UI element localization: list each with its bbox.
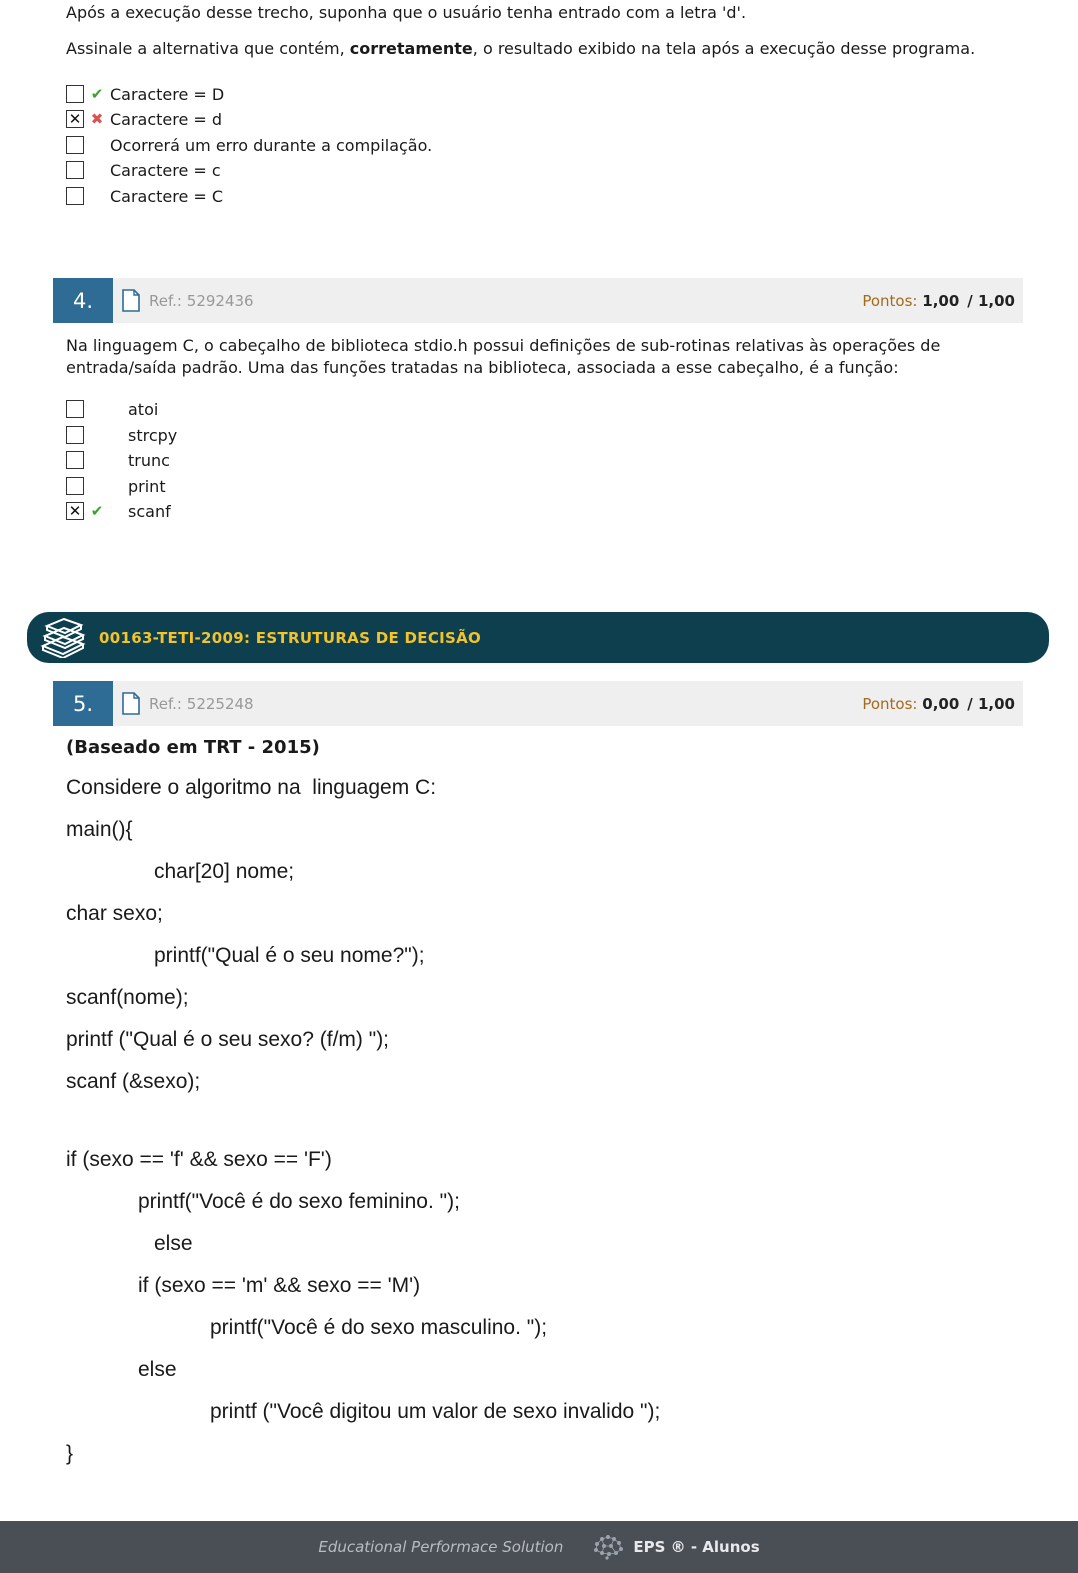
- checkbox[interactable]: [66, 136, 84, 154]
- checkbox[interactable]: [66, 426, 84, 444]
- points-total-value: / 1,00: [967, 291, 1015, 310]
- option-label: Ocorrerá um erro durante a compilação.: [110, 135, 433, 155]
- question-number: 5.: [53, 681, 113, 726]
- q4-option-5[interactable]: [66, 500, 171, 522]
- code-line: printf ("Você digitou um valor de sexo invalido ");: [210, 1400, 661, 1423]
- option-label: scanf: [128, 501, 171, 521]
- prompt-emphasis: corretamente: [349, 39, 473, 58]
- checkbox[interactable]: [66, 85, 84, 103]
- code-line: else: [154, 1232, 193, 1255]
- q4-option-1[interactable]: [66, 398, 158, 420]
- question-3-prompt: [66, 39, 975, 58]
- code-line: main(){: [66, 818, 133, 841]
- checkbox[interactable]: [66, 161, 84, 179]
- question-3-intro: Após a execução desse trecho, suponha que o usuário tenha entrado com a letra 'd'.: [66, 3, 747, 22]
- question-number: 4.: [53, 278, 113, 323]
- prompt-text: Assinale a alternativa que contém,: [66, 39, 350, 58]
- code-line: }: [66, 1442, 74, 1465]
- code-line: printf ("Qual é o seu sexo? (f/m) ");: [66, 1028, 390, 1051]
- document-icon[interactable]: [121, 289, 141, 312]
- points-score: [862, 292, 1015, 310]
- option-label: Caractere = d: [110, 109, 223, 129]
- option-label: atoi: [128, 399, 159, 419]
- checkbox-checked[interactable]: ✕: [66, 502, 84, 520]
- checkbox-checked[interactable]: ✕: [66, 110, 84, 128]
- footer-slogan: Educational Performace Solution: [318, 1538, 564, 1556]
- q3-option-1[interactable]: [66, 83, 224, 105]
- q3-option-5[interactable]: [66, 185, 223, 207]
- brain-logo-icon: [589, 1532, 627, 1562]
- ref-label: Ref.:: [149, 291, 182, 310]
- books-icon: [39, 618, 87, 658]
- points-total: [967, 292, 1015, 310]
- points-total-value: / 1,00: [967, 694, 1015, 713]
- section-banner: [27, 612, 1049, 663]
- code-line: scanf (&sexo);: [66, 1070, 201, 1093]
- q3-option-4[interactable]: [66, 159, 221, 181]
- checkbox[interactable]: [66, 477, 84, 495]
- points-total: [967, 695, 1015, 713]
- points-earned: 0,00: [922, 694, 960, 713]
- option-label: strcpy: [128, 425, 178, 445]
- code-line: char sexo;: [66, 902, 163, 925]
- ref-label: Ref.:: [149, 694, 182, 713]
- points-earned: 1,00: [922, 291, 960, 310]
- q3-option-2[interactable]: [66, 108, 222, 130]
- question-4-header: [53, 278, 1023, 323]
- points-score: [862, 695, 1015, 713]
- checkbox[interactable]: [66, 187, 84, 205]
- wrong-x-icon: ✖: [90, 110, 104, 128]
- q4-option-2[interactable]: [66, 424, 177, 446]
- code-line: else: [138, 1358, 177, 1381]
- points-label: Pontos:: [862, 694, 918, 713]
- checkbox[interactable]: [66, 400, 84, 418]
- code-line: scanf(nome);: [66, 986, 189, 1009]
- question-5-header: [53, 681, 1023, 726]
- points-label: Pontos:: [862, 291, 918, 310]
- code-line: printf("Você é do sexo masculino. ");: [210, 1316, 548, 1339]
- code-line: if (sexo == 'm' && sexo == 'M'): [138, 1274, 421, 1297]
- code-line: printf("Qual é o seu nome?");: [154, 944, 425, 967]
- reference-code: [149, 292, 254, 310]
- checkbox[interactable]: [66, 451, 84, 469]
- document-icon[interactable]: [121, 692, 141, 715]
- q3-option-3[interactable]: [66, 134, 432, 156]
- code-line: printf("Você é do sexo feminino. ");: [138, 1190, 460, 1213]
- code-line: Considere o algoritmo na linguagem C:: [66, 776, 437, 799]
- q4-option-3[interactable]: [66, 449, 170, 471]
- option-label: Caractere = C: [110, 186, 224, 206]
- option-label: print: [128, 476, 166, 496]
- option-label: Caractere = c: [110, 160, 221, 180]
- prompt-text: , o resultado exibido na tela após a execução desse programa.: [472, 39, 976, 58]
- question-4-text: Na linguagem C, o cabeçalho de biblioteca stdio.h possui definições de sub-rotinas relativas às operações de entrada/saída padrão. Uma das funções tratadas na biblioteca, associada a esse cabeçalho, é a função:: [66, 336, 941, 377]
- option-label: trunc: [128, 450, 170, 470]
- footer: [0, 1521, 1078, 1573]
- correct-check-icon: ✔: [90, 502, 104, 520]
- ref-value: 5225248: [186, 694, 254, 713]
- section-title: 00163-TETI-2009: ESTRUTURAS DE DECISÃO: [99, 628, 482, 647]
- ref-value: 5292436: [186, 291, 254, 310]
- code-line: char[20] nome;: [154, 860, 295, 883]
- question-5-source: (Baseado em TRT - 2015): [66, 737, 320, 758]
- q4-option-4[interactable]: [66, 475, 166, 497]
- correct-check-icon: ✔: [90, 85, 104, 103]
- option-label: Caractere = D: [110, 84, 225, 104]
- footer-brand: EPS ® - Alunos: [633, 1538, 760, 1556]
- reference-code: [149, 695, 254, 713]
- code-line: if (sexo == 'f' && sexo == 'F'): [66, 1148, 332, 1171]
